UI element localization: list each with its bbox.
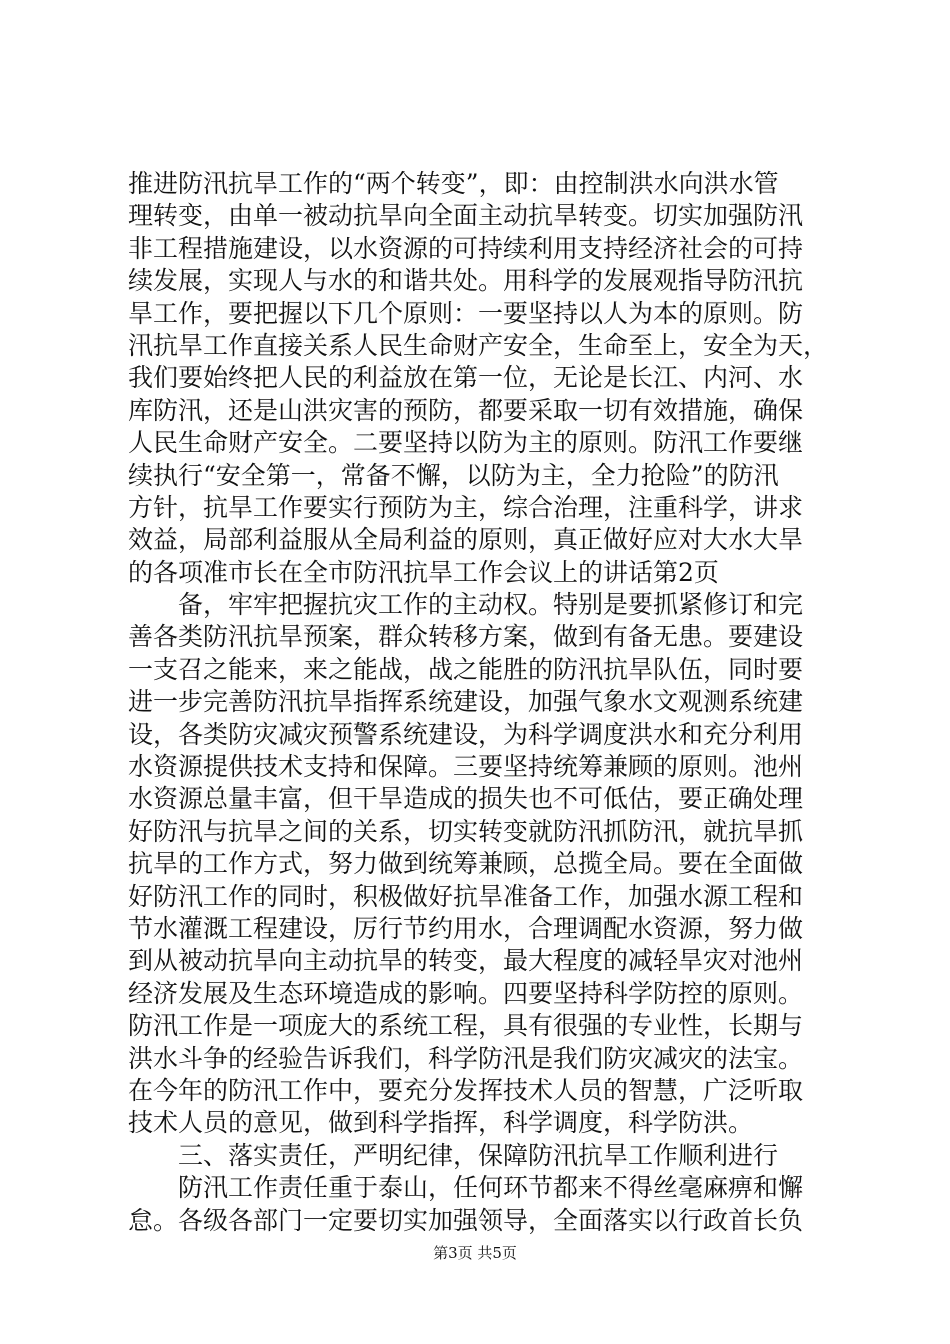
text-line: 三、落实责任，严明纪律，保障防汛抗旱工作顺利进行 bbox=[128, 1140, 779, 1170]
text-line: 库防汛，还是山洪灾害的预防，都要采取一切有效措施，确保 bbox=[128, 395, 804, 425]
text-line: 续发展，实现人与水的和谐共处。用科学的发展观指导防汛抗 bbox=[128, 266, 804, 296]
text-line: 在今年的防汛工作中，要充分发挥技术人员的智慧，广泛听取 bbox=[128, 1075, 804, 1105]
text-line: 旱工作，要把握以下几个原则：一要坚持以人为本的原则。防 bbox=[128, 298, 804, 328]
text-line: 好防汛工作的同时，积极做好抗旱准备工作，加强水源工程和 bbox=[128, 881, 804, 911]
text-line: 技术人员的意见，做到科学指挥，科学调度，科学防洪。 bbox=[128, 1108, 754, 1138]
text-line: 非工程措施建设，以水资源的可持续利用支持经济社会的可持 bbox=[128, 233, 804, 263]
text-line: 洪水斗争的经验告诉我们，科学防汛是我们防灾减灾的法宝。 bbox=[128, 1043, 804, 1073]
text-line: 水资源提供技术支持和保障。三要坚持统筹兼顾的原则。池州 bbox=[128, 752, 804, 782]
text-line: 的各项准市长在全市防汛抗旱工作会议上的讲话第2页 bbox=[128, 557, 719, 587]
text-line: 设，各类防灾减灾预警系统建设，为科学调度洪水和充分利用 bbox=[128, 719, 804, 749]
text-line: 续执行“安全第一，常备不懈，以防为主，全力抢险”的防汛 bbox=[128, 460, 779, 490]
text-line: 防汛工作是一项庞大的系统工程，具有很强的专业性，长期与 bbox=[128, 1011, 804, 1041]
text-line: 我们要始终把人民的利益放在第一位，无论是长江、内河、水 bbox=[128, 363, 804, 393]
text-line: 节水灌溉工程建设，厉行节约用水，合理调配水资源，努力做 bbox=[128, 913, 804, 943]
text-line: 备，牢牢把握抗灾工作的主动权。特别是要抓紧修订和完 bbox=[128, 590, 804, 620]
text-line: 理转变，由单一被动抗旱向全面主动抗旱转变。切实加强防汛 bbox=[128, 201, 804, 231]
text-line: 防汛工作责任重于泰山，任何环节都来不得丝毫麻痹和懈 bbox=[128, 1173, 804, 1203]
text-line: 善各类防汛抗旱预案，群众转移方案，做到有备无患。要建设 bbox=[128, 622, 804, 652]
text-line: 人民生命财产安全。二要坚持以防为主的原则。防汛工作要继 bbox=[128, 428, 804, 458]
text-line: 经济发展及生态环境造成的影响。四要坚持科学防控的原则。 bbox=[128, 978, 804, 1008]
text-line: 进一步完善防汛抗旱指挥系统建设，加强气象水文观测系统建 bbox=[128, 687, 804, 717]
text-line: 汛抗旱工作直接关系人民生命财产安全，生命至上，安全为天， bbox=[128, 330, 829, 360]
text-line: 一支召之能来，来之能战，战之能胜的防汛抗旱队伍，同时要 bbox=[128, 654, 804, 684]
body-text bbox=[128, 168, 828, 1237]
page-footer: 第3页 共5页 bbox=[433, 1244, 517, 1262]
text-line: 水资源总量丰富，但干旱造成的损失也不可低估，要正确处理 bbox=[128, 784, 804, 814]
text-line: 到从被动抗旱向主动抗旱的转变，最大程度的减轻旱灾对池州 bbox=[128, 946, 804, 976]
text-line: 怠。各级各部门一定要切实加强领导，全面落实以行政首长负 bbox=[128, 1205, 804, 1235]
text-line: 推进防汛抗旱工作的“两个转变”，即：由控制洪水向洪水管 bbox=[128, 169, 779, 198]
text-line: 方针，抗旱工作要实行预防为主，综合治理，注重科学，讲求 bbox=[128, 492, 804, 522]
text-line: 好防汛与抗旱之间的关系，切实转变就防汛抓防汛，就抗旱抓 bbox=[128, 816, 804, 846]
text-line: 抗旱的工作方式，努力做到统筹兼顾，总揽全局。要在全面做 bbox=[128, 849, 804, 879]
text-line: 效益，局部利益服从全局利益的原则，真正做好应对大水大旱 bbox=[128, 525, 804, 555]
